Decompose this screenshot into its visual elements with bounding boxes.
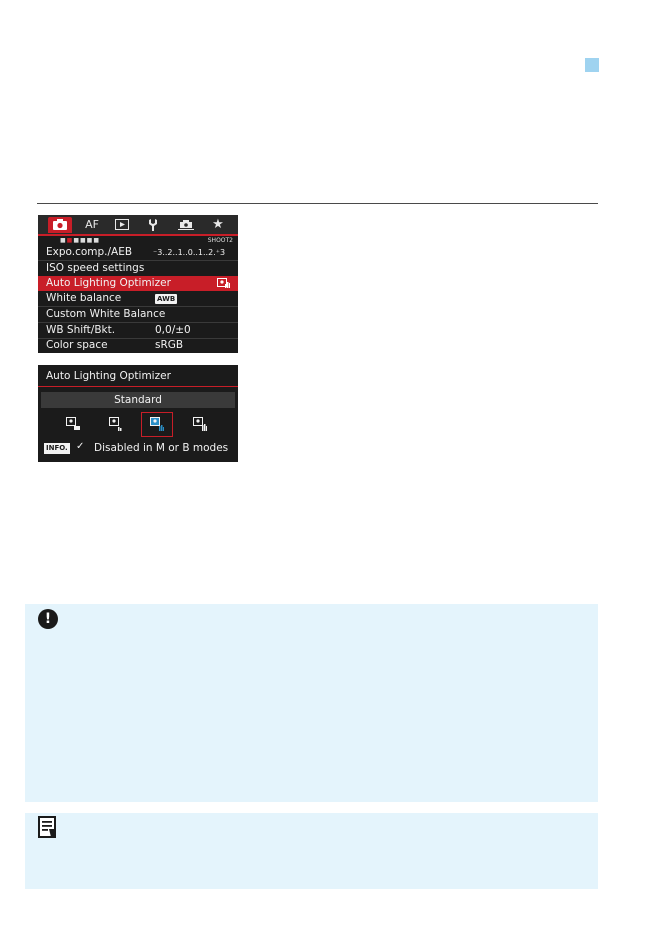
tab-playback[interactable] [110, 217, 134, 233]
alo-disable-icon[interactable] [66, 417, 80, 431]
menu-item-wb-shift[interactable] [38, 323, 238, 338]
tab-custom-functions[interactable] [174, 217, 198, 233]
section-divider [37, 203, 598, 204]
disabled-in-m-b-text: Disabled in M or B modes [94, 442, 229, 454]
check-icon: ✓ [76, 441, 85, 452]
menu-item-label: Expo.comp./AEB [46, 246, 133, 258]
playback-icon [115, 219, 129, 230]
camera-icon [53, 219, 67, 230]
note-box [25, 813, 598, 889]
section-tab-marker [585, 58, 599, 72]
selected-option-label: Standard [41, 392, 235, 408]
alo-standard-icon [217, 278, 230, 288]
menu-item-label: Custom White Balance [46, 308, 166, 320]
menu-item-value: sRGB [155, 339, 184, 351]
menu-item-label: White balance [46, 292, 122, 304]
caution-box [25, 604, 598, 802]
alo-setting-screen [38, 365, 238, 462]
menu-item-expo-comp[interactable] [38, 245, 238, 260]
alo-low-icon[interactable] [109, 417, 123, 431]
setting-title: Auto Lighting Optimizer [46, 370, 171, 382]
menu-page-indicator: ■■■■■■ [60, 237, 101, 244]
menu-item-color-space[interactable] [38, 338, 238, 353]
tab-my-menu[interactable]: ★ [212, 217, 224, 232]
memo-icon [38, 816, 56, 838]
title-underline [38, 386, 238, 387]
menu-item-auto-lighting-optimizer[interactable] [38, 276, 238, 291]
menu-item-white-balance[interactable] [38, 291, 238, 306]
menu-page-label: SHOOT2 [207, 237, 233, 244]
tab-underline [38, 234, 238, 236]
info-button-badge[interactable]: INFO. [46, 444, 68, 452]
menu-tab-bar [38, 215, 238, 235]
custom-camera-icon [178, 219, 194, 231]
menu-item-label: Auto Lighting Optimizer [46, 277, 171, 289]
wrench-icon [149, 219, 159, 231]
tab-shooting-camera-icon[interactable] [48, 217, 72, 233]
camera-menu-screen [38, 215, 238, 353]
tab-af[interactable]: AF [85, 218, 99, 231]
menu-item-label: Color space [46, 339, 108, 351]
menu-item-iso[interactable] [38, 261, 238, 276]
exposure-scale: ⁻3..2..1..0..1..2.⁺3 [153, 248, 226, 257]
menu-item-custom-white-balance[interactable] [38, 307, 238, 322]
menu-item-label: WB Shift/Bkt. [46, 324, 116, 336]
alo-high-icon[interactable] [193, 417, 207, 431]
menu-item-value: 0,0/±0 [155, 324, 191, 336]
awb-badge: AWB [157, 295, 176, 303]
tab-setup[interactable] [142, 217, 166, 233]
alo-standard-icon[interactable] [150, 417, 164, 431]
menu-item-label: ISO speed settings [46, 262, 145, 274]
exclamation-circle-icon: ! [38, 609, 58, 629]
